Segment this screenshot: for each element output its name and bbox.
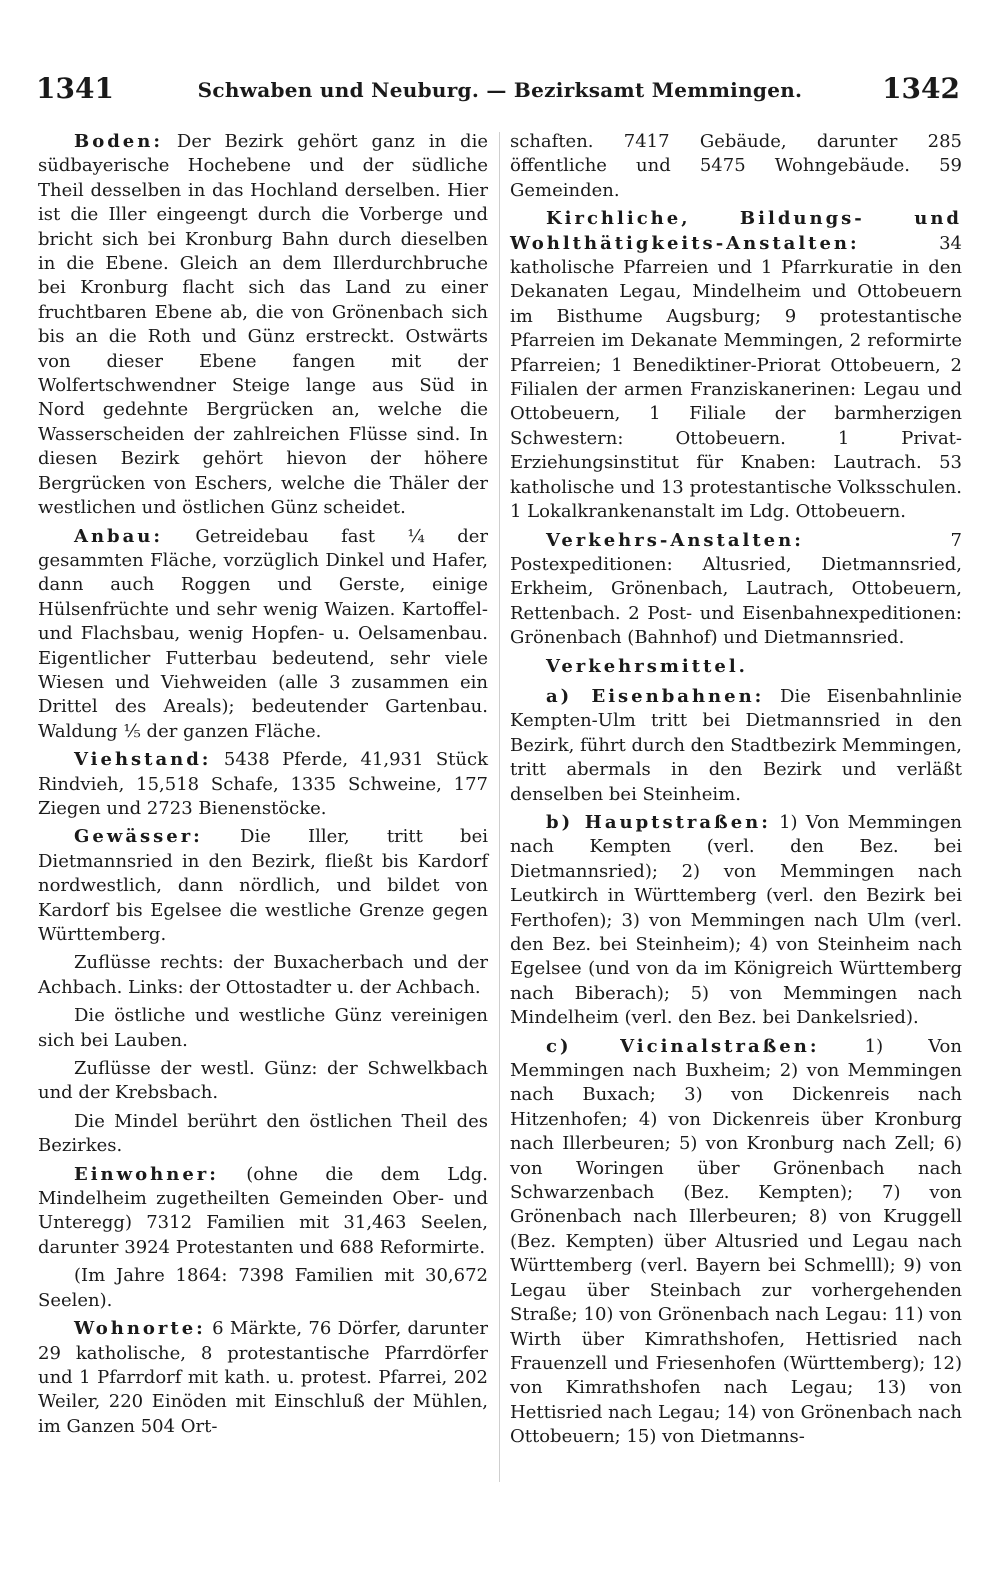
paragraph-verkehrs-anstalten: Verkehrs-Anstalten: 7 Postexpeditionen: Altusried, Dietmannsried, Erkheim, Grönenbach, Lautrach, Ottobeuern, Rettenbach. 2 Post- und Eisenbahnexpeditionen: Grönenbach (Bahnhof) und Dietmannsried. [510, 529, 962, 649]
paragraph-eisenbahnen: a) Eisenbahnen: Die Eisenbahnlinie Kempten-Ulm tritt bei Dietmannsried in den Bezirk, führt durch den Stadtbezirk Memmingen, tritt abermals in den Bezirk und verläßt denselben bei Steinheim. [510, 685, 962, 805]
column-divider [499, 132, 500, 1482]
paragraph-jahre-1864: (Im Jahre 1864: 7398 Familien mit 30,672 Seelen). [38, 1265, 488, 1311]
page-number-right: 1342 [882, 72, 960, 105]
page-number-left: 1341 [36, 72, 114, 105]
page-header [0, 72, 1000, 108]
paragraph-hauptstrassen: b) Hauptstraßen: 1) Von Memmingen nach Kempten (verl. den Bez. bei Dietmannsried); 2) von Memmingen nach Leutkirch in Württemberg (verl. den Bezirk bei Ferthofen); 3) von Memmingen nach Ulm (verl. den Bez. bei Steinheim); 4) von Steinheim nach Egelsee (und von da im Königreich Württemberg nach Biberach); 5) von Memmingen nach Mindelheim (verl. den Bez. bei Dankelsried). [510, 811, 962, 1029]
paragraph-viehstand: Viehstand: 5438 Pferde, 41,931 Stück Rindvieh, 15,518 Schafe, 1335 Schweine, 177 Ziegen und 2723 Bienenstöcke. [38, 749, 488, 819]
paragraph-gewaesser: Gewässer: Die Iller, tritt bei Dietmannsried in den Bezirk, fließt bis Kardorf nordwestlich, dann nördlich, und bildet von Kardorf bis Egelsee die westliche Grenze gegen Württemberg. [38, 826, 488, 945]
running-title: Schwaben und Neuburg. — Bezirksamt Memmingen. [197, 78, 803, 102]
paragraph-einwohner: Einwohner: (ohne die dem Ldg. Mindelheim zugetheilten Gemeinden Ober- und Unteregg) 7312 Familien mit 31,463 Seelen, darunter 3924 Protestanten und 688 Reformirte. [38, 1163, 488, 1258]
paragraph-zufluesse-rechts: Zuflüsse rechts: der Buxacherbach und der Achbach. Links: der Ottostadter u. der Achbach. [38, 952, 488, 998]
paragraph-kirchliche: Kirchliche, Bildungs- und Wohlthätigkeits-Anstalten: 34 katholische Pfarreien und 1 Pfarrkuratie in den Dekanaten Legau, Mindelheim und Ottobeuern im Bisthume Augsburg; 9 protestantische Pfarreien im Dekanate Memmingen, 2 reformirte Pfarreien; 1 Benediktiner-Priorat Ottobeuern, 2 Filialen der armen Franziskanerinen: Legau und Ottobeuern, 1 Filiale der barmherzigen Schwestern: Ottobeuern. 1 Privat-Erziehungsinstitut für Knaben: Lautrach. 53 katholische und 13 protestantische Volksschulen. 1 Lokalkrankenanstalt im Ldg. Ottobeuern. [510, 208, 962, 523]
paragraph-mindel: Die Mindel berührt den östlichen Theil des Bezirkes. [38, 1110, 488, 1157]
paragraph-vicinalstrassen: c) Vicinalstraßen: 1) Von Memmingen nach Buxheim; 2) von Memmingen nach Buxach; 3) von Dickenreis nach Hitzenhofen; 4) von Dickenreis über Kronburg nach Illerbeuren; 5) von Kronburg nach Zell; 6) von Woringen über Grönenbach nach Schwarzenbach (Bez. Kempten); 7) von Grönenbach nach Illerbeuren; 8) von Kruggell (Bez. Kempten) über Altusried und Legau nach Württemberg (verl. Bayern bei Schmelll); 9) von Legau über Steinbach zur vorhergehenden Straße; 10) von Grönenbach nach Legau: 11) von Wirth über Kimrathshofen, Hettisried nach Frauenzell und Friesenhofen (Württemberg); 12) von Kimrathshofen nach Legau; 13) von Hettisried nach Legau; 14) von Grönenbach nach Ottobeuern; 15) von Dietmanns- [510, 1035, 962, 1448]
paragraph-anbau: Anbau: Getreidebau fast ¼ der gesammten Fläche, vorzüglich Dinkel und Hafer, dann auch Roggen und Gerste, einige Hülsenfrüchte und sehr wenig Waizen. Kartoffel- und Flachsbau, wenig Hopfen- u. Oelsamenbau. Eigentlicher Futterbau bedeutend, sehr viele Wiesen und Viehweiden (alle 3 zusammen ein Drittel des Areals); bedeutender Gartenbau. Waldung ⅕ der ganzen Fläche. [38, 525, 488, 742]
paragraph-continuation: schaften. 7417 Gebäude, darunter 285 öffentliche und 5475 Wohngebäude. 59 Gemeinden. [510, 131, 962, 201]
paragraph-boden: Boden: Der Bezirk gehört ganz in die südbayerische Hochebene und der südliche Theil desselben in das Hochland derselben. Hier ist die Iller eingeengt durch die Vorberge und bricht sich bei Kronburg Bahn durch dieselben in die Ebene. Gleich an dem Illerdurchbruche bei Kronburg flacht sich das Land zu einer fruchtbaren Ebene ab, die von Grönenbach sich bis an die Roth und Günz erstreckt. Ostwärts von dieser Ebene fangen mit der Wolfertschwendner Steige lange aus Süd in Nord gedehnte Bergrücken an, welche die Wasserscheiden der zahlreichen Flüsse sind. In diesen Bezirk gehört hievon der höhere Bergrücken von Eschers, welche die Thäler der westlichen und östlichen Günz scheidet. [38, 131, 488, 519]
paragraph-wohnorte: Wohnorte: 6 Märkte, 76 Dörfer, darunter 29 katholische, 8 protestantische Pfarrdörfer und 1 Pfarrdorf mit kath. u. protest. Pfarrei, 202 Weiler, 220 Einöden mit Einschluß der Mühlen, im Ganzen 504 Ort- [38, 1318, 488, 1437]
heading-verkehrsmittel: Verkehrsmittel. [546, 655, 748, 677]
left-column [38, 130, 488, 1443]
paragraph-zufluesse-westl: Zuflüsse der westl. Günz: der Schwelkbach und der Krebsbach. [38, 1058, 488, 1104]
right-column [510, 130, 962, 1454]
paragraph-guenz: Die östliche und westliche Günz vereinigen sich bei Lauben. [38, 1005, 488, 1051]
